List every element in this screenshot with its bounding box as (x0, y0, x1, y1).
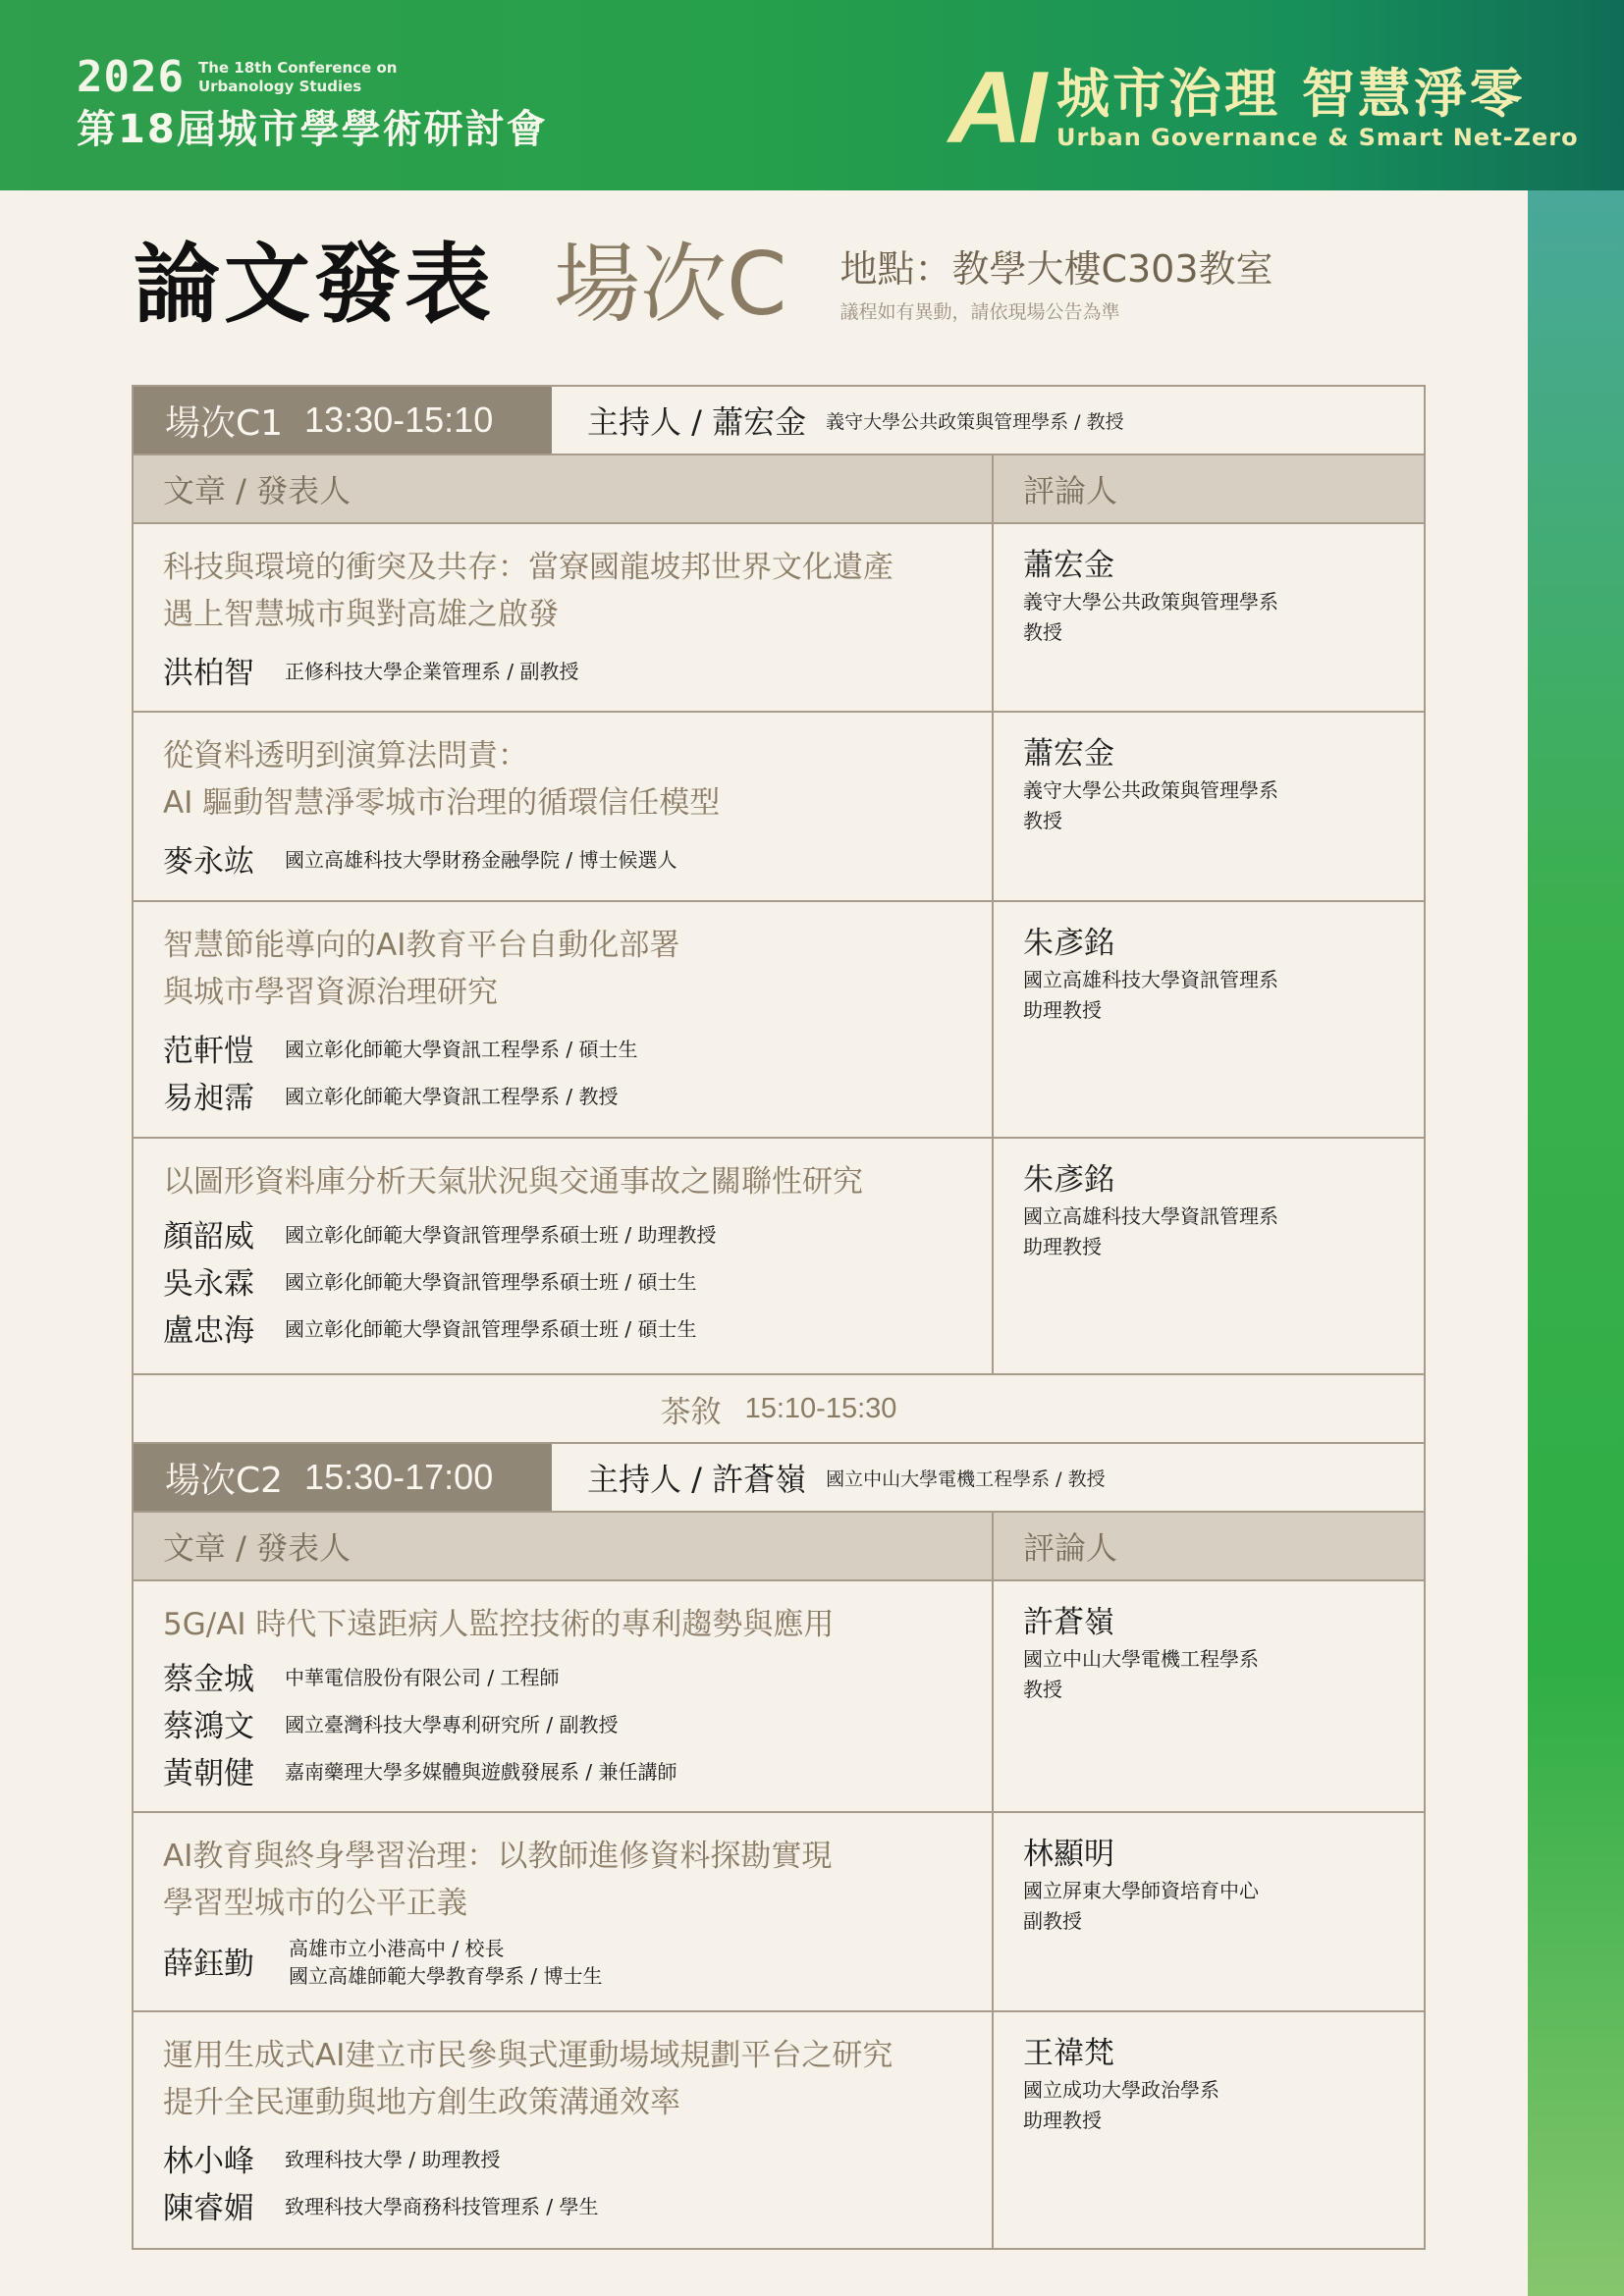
author-name: 易昶霈 (163, 1080, 254, 1116)
paper-title: 從資料透明到演算法問責： AI 驅動智慧淨零城市治理的循環信任模型 (163, 738, 721, 821)
author (163, 2134, 992, 2181)
author-name: 洪柏智 (163, 655, 254, 691)
author-affiliation: 嘉南藥理大學多媒體與遊戲發展系 / 兼任講師 (285, 1759, 677, 1784)
author-name: 范軒愷 (163, 1033, 254, 1069)
session-host (552, 1444, 1106, 1511)
discussant-name: 蕭宏金 (1023, 736, 1114, 772)
table-row (134, 1813, 1424, 2012)
author (163, 1071, 992, 1118)
author-affiliation: 高雄市立小港高中 / 校長 國立高雄師範大學教育學系 / 博士生 (289, 1937, 603, 1988)
tea-break-row (134, 1375, 1424, 1444)
discussant-name: 林顯明 (1023, 1837, 1114, 1872)
author (163, 1256, 992, 1304)
discussant-name: 朱彥銘 (1023, 1162, 1114, 1198)
author-affiliation: 國立高雄科技大學財務金融學院 / 博士候選人 (285, 847, 677, 872)
theme-logo (948, 51, 1579, 165)
author (163, 834, 992, 881)
author-affiliation: 國立臺灣科技大學專利研究所 / 副教授 (285, 1712, 619, 1736)
conference-logo (77, 52, 548, 153)
session-label: 場次C2 15:30-17:00 (134, 1444, 552, 1511)
conference-year: 2026 (77, 52, 185, 102)
discussant-name: 朱彥銘 (1023, 926, 1114, 961)
discussant-affiliation: 義守大學公共政策與管理學系 教授 (1023, 778, 1278, 832)
author-affiliation: 國立彰化師範大學資訊管理學系碩士班 / 碩士生 (285, 1269, 697, 1294)
discussant (994, 902, 1424, 1137)
discussant-affiliation: 國立高雄科技大學資訊管理系 助理教授 (1023, 968, 1278, 1022)
discussant (994, 1813, 1424, 2010)
author-name: 蔡鴻文 (163, 1708, 254, 1744)
conference-name-en: The 18th Conference on Urbanology Studies (197, 59, 398, 95)
discussant-affiliation: 國立中山大學電機工程學系 教授 (1023, 1647, 1259, 1701)
discussant-name: 蕭宏金 (1023, 548, 1114, 583)
discussant-affiliation: 義守大學公共政策與管理學系 教授 (1023, 590, 1278, 644)
author (163, 1024, 992, 1071)
author-name: 陳睿媚 (163, 2190, 254, 2226)
discussant-name: 王禕梵 (1023, 2036, 1114, 2071)
schedule-table (132, 385, 1426, 2250)
page-title: 論文發表 (134, 234, 496, 335)
venue-block (839, 246, 1272, 334)
session-label: 場次C1 13:30-15:10 (134, 387, 552, 454)
author-name: 黃朝健 (163, 1755, 254, 1791)
paper-title: AI教育與終身學習治理：以教師進修資料探勘實現 學習型城市的公平正義 (163, 1839, 833, 1921)
discussant (994, 1139, 1424, 1373)
header-banner (0, 0, 1624, 190)
session-header-c1 (134, 387, 1424, 455)
theme-title-en: Urban Governance & Smart Net-Zero (1056, 124, 1579, 151)
paper-title: 智慧節能導向的AI教育平台自動化部署 與城市學習資源治理研究 (163, 928, 680, 1010)
column-header (134, 455, 1424, 524)
session-time: 13:30-15:10 (304, 400, 494, 440)
discussant (994, 2012, 1424, 2248)
conference-name-zh: 第18屆城市學學術研討會 (77, 107, 548, 152)
session-time: 15:30-17:00 (304, 1457, 494, 1497)
author-affiliation: 國立彰化師範大學資訊管理學系碩士班 / 碩士生 (285, 1316, 697, 1341)
paper-title: 運用生成式AI建立市民參與式運動場域規劃平台之研究 提升全民運動與地方創生政策溝通效率 (163, 2038, 893, 2120)
author (163, 1746, 992, 1793)
column-header (134, 1513, 1424, 1581)
author-name: 盧忠海 (163, 1312, 254, 1349)
session-title: 場次C (554, 234, 787, 335)
discussant-affiliation: 國立高雄科技大學資訊管理系 助理教授 (1023, 1204, 1278, 1258)
column-discussant: 評論人 (1023, 472, 1118, 509)
author-name: 蔡金城 (163, 1661, 254, 1697)
paper-title: 5G/AI 時代下遠距病人監控技術的專利趨勢與應用 (163, 1607, 835, 1642)
decorative-side-strip (1528, 190, 1624, 2296)
discussant-name: 許蒼嶺 (1023, 1605, 1114, 1640)
discussant-affiliation: 國立屏東大學師資培育中心 副教授 (1023, 1879, 1259, 1933)
author-affiliation: 國立彰化師範大學資訊管理學系碩士班 / 助理教授 (285, 1222, 717, 1247)
author (163, 1652, 992, 1699)
author-name: 麥永竑 (163, 843, 254, 880)
discussant (994, 713, 1424, 900)
table-row (134, 1139, 1424, 1375)
session-host (552, 387, 1124, 454)
theme-title-zh: 城市治理 智慧淨零 (1056, 63, 1526, 125)
session-header-c2 (134, 1444, 1424, 1513)
table-row (134, 2012, 1424, 2248)
discussant (994, 1581, 1424, 1811)
column-paper-author: 文章 / 發表人 (134, 1513, 994, 1579)
table-row (134, 902, 1424, 1139)
break-time: 15:10-15:30 (744, 1392, 897, 1424)
column-discussant: 評論人 (1023, 1529, 1118, 1567)
author-name: 顏韶威 (163, 1218, 254, 1255)
host-name: 主持人 / 蕭宏金 (587, 403, 807, 441)
author-name: 吳永霖 (163, 1265, 254, 1302)
author (163, 1209, 992, 1256)
host-affiliation: 國立中山大學電機工程學系 / 教授 (826, 1468, 1106, 1490)
paper-title: 以圖形資料庫分析天氣狀況與交通事故之關聯性研究 (163, 1164, 863, 1200)
ai-logo-mark: AI (948, 51, 1043, 165)
table-row (134, 524, 1424, 713)
author-affiliation: 致理科技大學 / 助理教授 (285, 2147, 501, 2171)
break-label: 茶敘 (660, 1394, 722, 1430)
discussant-affiliation: 國立成功大學政治學系 助理教授 (1023, 2078, 1219, 2132)
author (163, 1304, 992, 1351)
author-affiliation: 中華電信股份有限公司 / 工程師 (285, 1665, 560, 1689)
author-affiliation: 致理科技大學商務科技管理系 / 學生 (285, 2194, 599, 2218)
table-row (134, 713, 1424, 902)
author (163, 1931, 992, 1990)
paper-title: 科技與環境的衝突及共存：當寮國龍坡邦世界文化遺產 遇上智慧城市與對高雄之啟發 (163, 550, 893, 632)
schedule-note: 議程如有異動，請依現場公告為準 (839, 301, 1120, 323)
author-affiliation: 正修科技大學企業管理系 / 副教授 (285, 659, 579, 683)
discussant (994, 524, 1424, 711)
venue-text: 地點：教學大樓C303教室 (839, 247, 1273, 291)
column-paper-author: 文章 / 發表人 (134, 455, 994, 522)
author (163, 1699, 992, 1746)
table-row (134, 1581, 1424, 1813)
page-title-row (134, 236, 1273, 334)
author-name: 薛鈺勤 (163, 1947, 254, 1982)
author-name: 林小峰 (163, 2143, 254, 2179)
author-affiliation: 國立彰化師範大學資訊工程學系 / 碩士生 (285, 1037, 638, 1061)
host-affiliation: 義守大學公共政策與管理學系 / 教授 (826, 410, 1124, 433)
host-name: 主持人 / 許蒼嶺 (587, 1461, 807, 1498)
author (163, 646, 992, 693)
author-affiliation: 國立彰化師範大學資訊工程學系 / 教授 (285, 1084, 619, 1108)
author (163, 2181, 992, 2228)
